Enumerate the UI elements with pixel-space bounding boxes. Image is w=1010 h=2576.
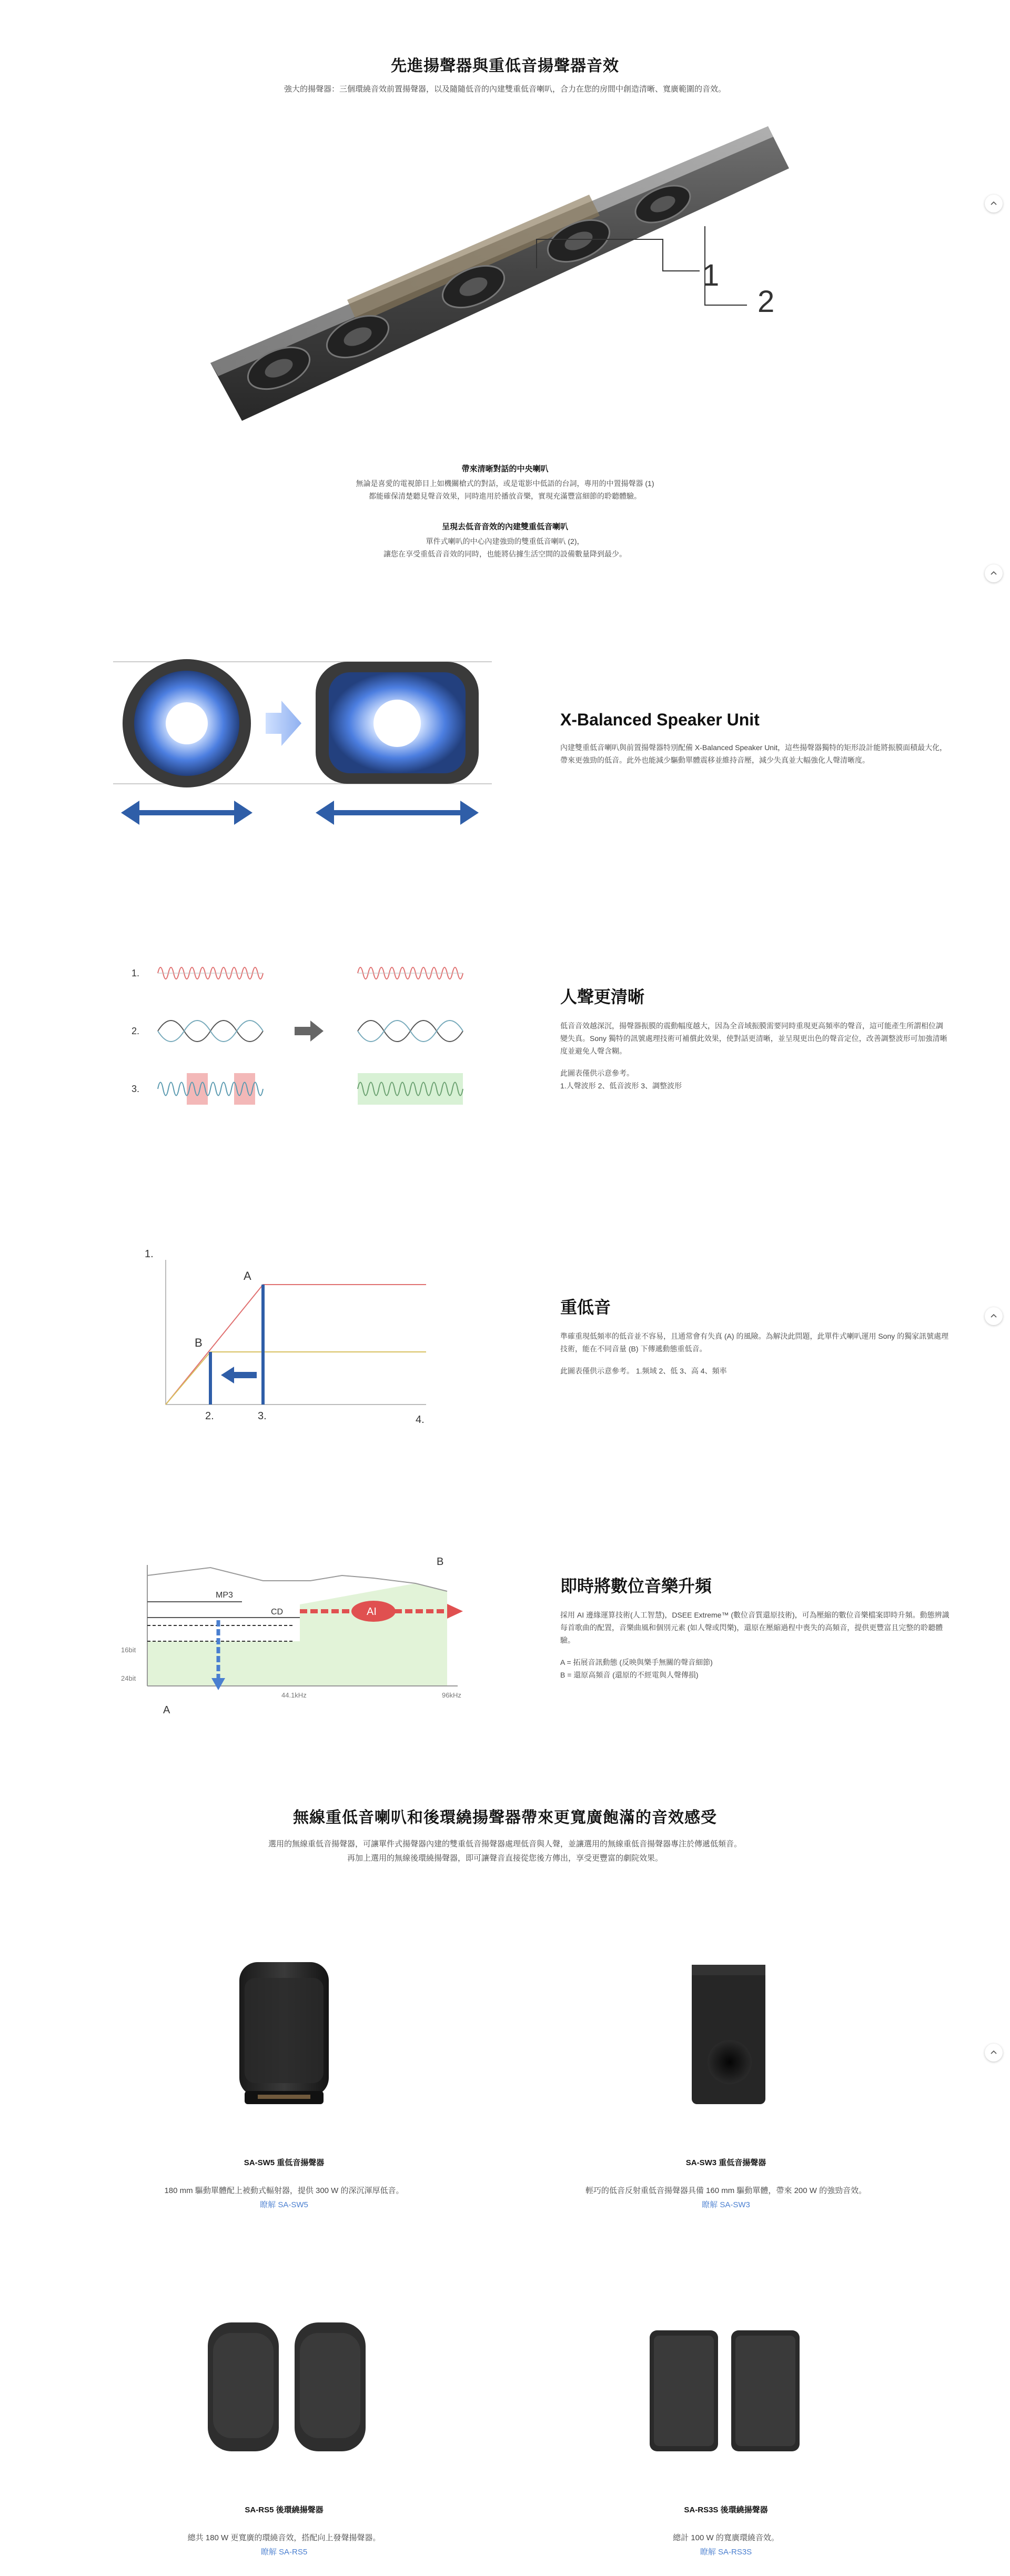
scroll-top-button[interactable] bbox=[985, 2044, 1003, 2062]
product-description: 輕巧的低音反射重低音揚聲器具備 160 mm 驅動單體，帶來 200 W 的強勁音效。 bbox=[585, 2186, 867, 2195]
point-b-label: B bbox=[195, 1336, 203, 1349]
feature-note: 此圖表僅供示意參考。 bbox=[560, 1069, 634, 1077]
voice-copy bbox=[560, 984, 950, 1092]
subwoofer-caption bbox=[0, 521, 1010, 560]
chevron-up-icon bbox=[990, 2049, 997, 2056]
waveform-label-2: 2. bbox=[132, 1026, 140, 1036]
point-a-label: A bbox=[244, 1269, 251, 1282]
x-label-44khz: 44.1kHz bbox=[281, 1691, 307, 1699]
product-name: SA-RS3S 後環繞揚聲器 bbox=[684, 2506, 768, 2514]
caption-line: 讓您在享受重低音音效的同時，也能將佔據生活空間的設備數量降到最少。 bbox=[383, 550, 627, 558]
caption-line: 單件式喇叭的中心內建強勁的雙重低音喇叭 (2)， bbox=[426, 537, 584, 545]
product-description: 總共 180 W 更寬廣的環繞音效，搭配向上發聲揚聲器。 bbox=[187, 2533, 381, 2542]
callout-2-label: 2 bbox=[758, 285, 775, 319]
point-b-label: B bbox=[437, 1556, 444, 1568]
section-subtitle: 選用的無線重低音揚聲器，可讓單件式揚聲器內建的雙重低音揚聲器處理低音與人聲，並讓選用的無線重低音揚聲器專注於傳遞低頻音。 bbox=[268, 1840, 742, 1848]
caption-title: 呈現去低音音效的內建雙重低音喇叭 bbox=[441, 522, 568, 531]
product-card-sa-rs5 bbox=[100, 2504, 468, 2557]
feature-note: 1.人聲波形 2、低音波形 3、調整波形 bbox=[560, 1082, 682, 1090]
scroll-top-button[interactable] bbox=[985, 195, 1003, 213]
sa-rs5-image bbox=[203, 2317, 371, 2454]
product-name: SA-SW3 重低音揚聲器 bbox=[685, 2158, 766, 2167]
bass-graph bbox=[142, 1247, 437, 1431]
cd-label: CD bbox=[271, 1608, 284, 1617]
ai-label: AI bbox=[367, 1606, 377, 1618]
feature-title: 重低音 bbox=[560, 1298, 611, 1317]
product-name: SA-SW5 重低音揚聲器 bbox=[244, 2158, 325, 2167]
learn-more-link[interactable]: 瞭解 SA-SW5 bbox=[260, 2200, 308, 2209]
feature-note: B = 還原高頻音 (還原的不經電與人聲傳損) bbox=[560, 1671, 699, 1679]
chevron-up-icon bbox=[990, 200, 997, 207]
y-label-16bit: 16bit bbox=[121, 1646, 136, 1654]
dsee-copy bbox=[560, 1573, 950, 1681]
speaker-section-header bbox=[0, 53, 1010, 94]
feature-text: 採用 AI 邊緣運算技術(人工智慧)，DSEE Extreme™ (數位音質還原技術)，可為壓縮的數位音樂檔案即時升頻。動態辨識每首歌曲的配置，音樂曲風和個別元素 (如人聲或閃樂)，還原在壓縮過程中喪失的高頻音，提供更豐富且完整的聆聽體驗。 bbox=[560, 1611, 950, 1644]
waveform-label-1: 1. bbox=[132, 968, 140, 978]
scroll-top-button[interactable] bbox=[985, 1307, 1003, 1325]
feature-text: 低音音效越深沉，揚聲器振膜的震動幅度越大，因為全音域振膜需要同時重現更高頻率的聲音，這可能產生所謂相位調變失真。Sony 獨特的訊號處理技術可補償此效果，使對話更清晰，並呈現更出色的聲音定位，改善調整波形可加強清晰度並避免人聲含糊。 bbox=[560, 1022, 947, 1055]
section-title: 先進揚聲器與重低音揚聲器音效 bbox=[391, 57, 619, 75]
xbalanced-diagram bbox=[113, 652, 492, 836]
wireless-section-header bbox=[0, 1804, 1010, 1863]
center-speaker-caption bbox=[0, 463, 1010, 502]
feature-title: X-Balanced Speaker Unit bbox=[560, 710, 760, 729]
scroll-top-button[interactable] bbox=[985, 564, 1003, 582]
axis-label-1: 1. bbox=[145, 1248, 154, 1260]
feature-note: 此圖表僅供示意參考。 1.频域 2、低 3、高 4、頻率 bbox=[560, 1367, 727, 1375]
learn-more-link[interactable]: 瞭解 SA-RS3S bbox=[700, 2548, 752, 2557]
x-label-96khz: 96kHz bbox=[442, 1691, 461, 1699]
feature-text: 內建雙重低音喇叭與前置揚聲器特別配備 X-Balanced Speaker Unit，這些揚聲器獨特的矩形設計能將振膜面積最大化，帶來更強勁的低音。此外也能減少驅動單體震移並維持音壓，減少失真並大幅強化人聲清晰度。 bbox=[560, 743, 947, 764]
sa-sw5-image bbox=[231, 1957, 337, 2109]
section-subtitle: 強大的揚聲器：三個環繞音效前置揚聲器，以及隨隨低音的內建雙重低音喇叭，合力在您的房間中創造清晰、寬廣範圍的音效。 bbox=[284, 85, 726, 94]
callout-1-label: 1 bbox=[702, 258, 720, 292]
chevron-up-icon bbox=[990, 570, 997, 577]
chevron-up-icon bbox=[990, 1312, 997, 1320]
sa-sw3-image bbox=[686, 1957, 771, 2109]
caption-line: 都能確保清楚聽見聲音效果，同時進用於播放音樂，實現充滿豐富細節的聆聽體驗。 bbox=[369, 492, 641, 500]
caption-line: 無論是喜愛的電視節目上如機關槍式的對話，或是電影中低語的台詞，專用的中置揚聲器 (1) bbox=[356, 479, 654, 488]
product-card-sa-rs3s bbox=[542, 2504, 910, 2557]
product-name: SA-RS5 後環繞揚聲器 bbox=[245, 2506, 324, 2514]
waveform-label-3: 3. bbox=[132, 1084, 140, 1094]
axis-label-4: 4. bbox=[416, 1414, 425, 1426]
feature-title: 即時將數位音樂升頻 bbox=[560, 1577, 712, 1595]
caption-title: 帶來清晰對話的中央喇叭 bbox=[461, 464, 549, 473]
product-card-sa-sw3 bbox=[542, 2157, 910, 2210]
product-card-sa-sw5 bbox=[100, 2157, 468, 2210]
point-a-label: A bbox=[163, 1704, 170, 1716]
voice-waveform-diagram bbox=[126, 957, 484, 1115]
mp3-label: MP3 bbox=[216, 1591, 233, 1600]
product-description: 總計 100 W 的寬廣環繞音效。 bbox=[673, 2533, 779, 2542]
section-title: 無線重低音喇叭和後環繞揚聲器帶來更寬廣飽滿的音效感受 bbox=[293, 1809, 717, 1826]
section-subtitle: 再加上選用的無線後環繞揚聲器，即可讓聲音直接從您後方傳出，享受更豐富的劇院效果。 bbox=[347, 1854, 663, 1863]
axis-label-2: 2. bbox=[205, 1410, 214, 1422]
product-description: 180 mm 驅動單體配上被動式輻射器，提供 300 W 的深沉渾厚低音。 bbox=[164, 2186, 404, 2195]
learn-more-link[interactable]: 瞭解 SA-SW3 bbox=[702, 2200, 750, 2209]
axis-label-3: 3. bbox=[258, 1410, 267, 1422]
feature-note: A = 拓展音訊動態 (反映與樂手無關的聲音細節) bbox=[560, 1658, 713, 1666]
feature-text: 準確重現低頻率的低音並不容易，且通常會有失真 (A) 的風險。為解決此問題，此單件式喇叭運用 Sony 的獨家訊號處理技術，能在不同音量 (B) 下傳遞動態重低音。 bbox=[560, 1332, 949, 1353]
sa-rs3s-image bbox=[644, 2325, 807, 2454]
feature-title: 人聲更清晰 bbox=[560, 987, 645, 1006]
y-label-24bit: 24bit bbox=[121, 1674, 136, 1682]
xbalanced-copy bbox=[560, 710, 950, 766]
dsee-upscaling-graph bbox=[121, 1549, 479, 1723]
bass-copy bbox=[560, 1294, 950, 1377]
learn-more-link[interactable]: 瞭解 SA-RS5 bbox=[260, 2548, 308, 2557]
